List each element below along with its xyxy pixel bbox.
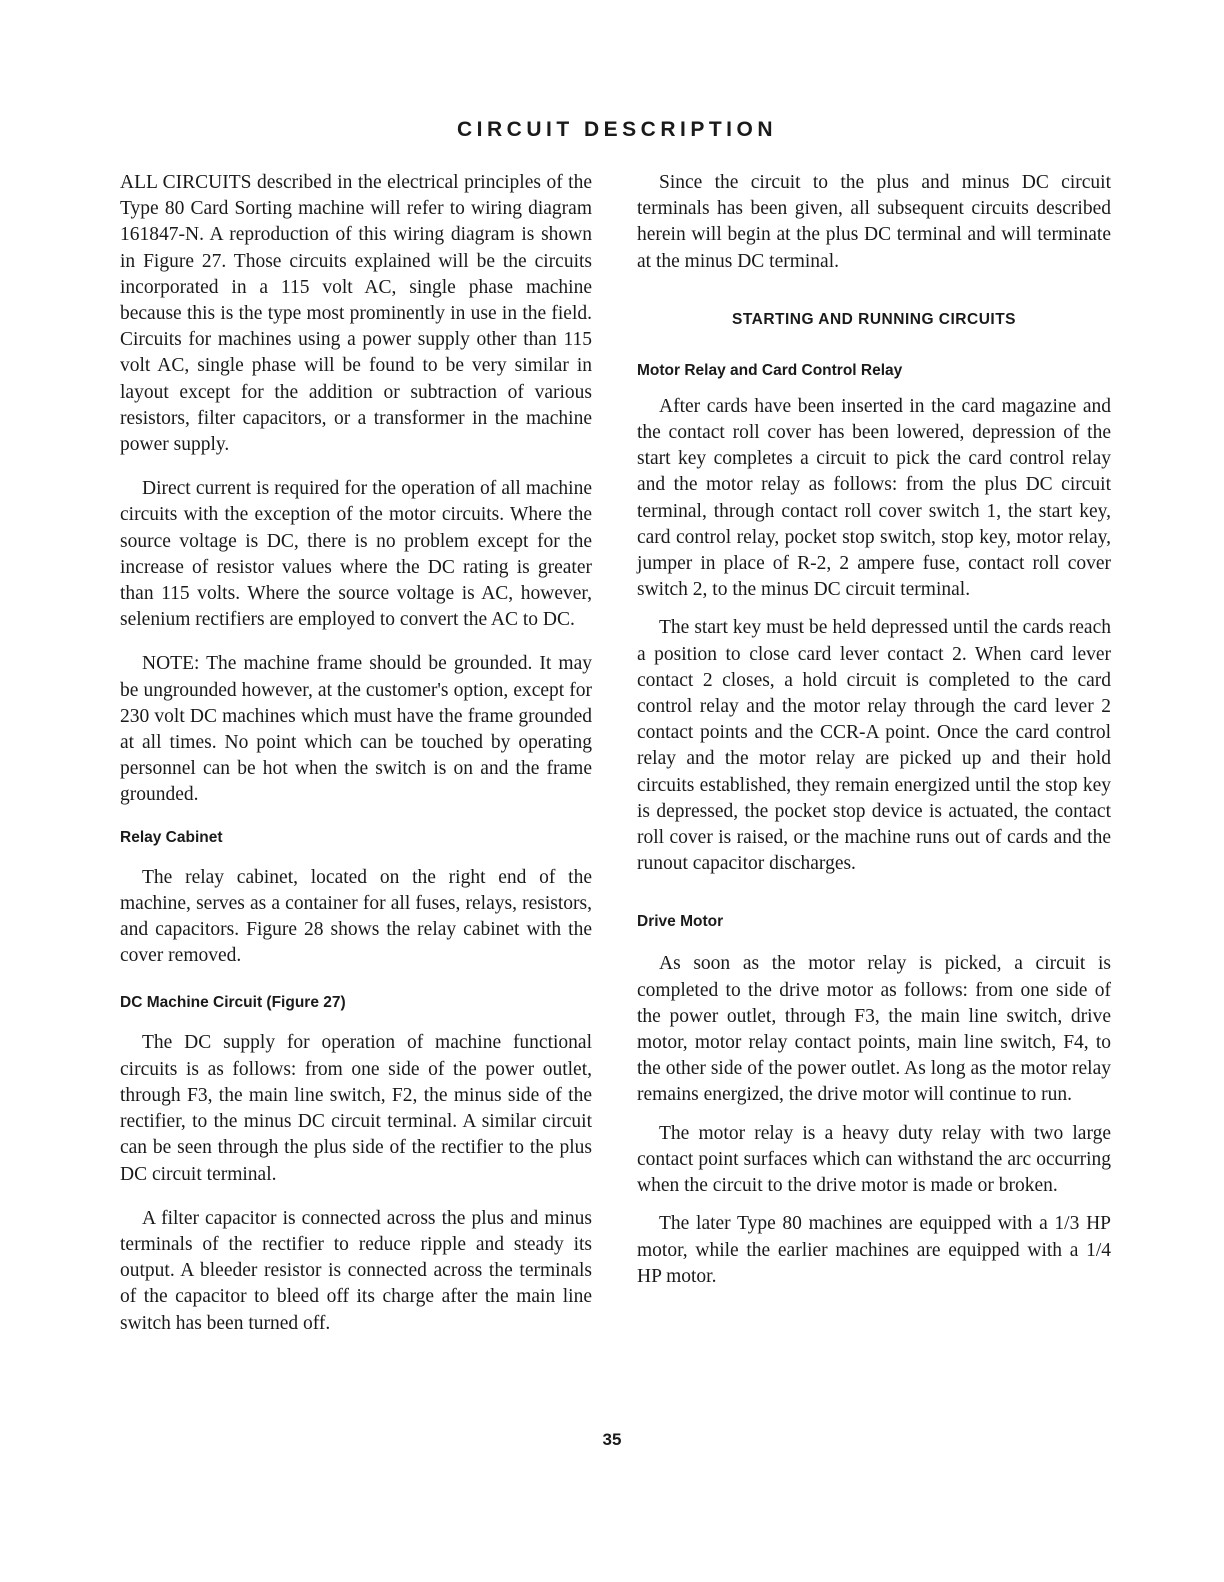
filter-capacitor-paragraph: A filter capacitor is connected across the plus and minus terminals of the rectifier to reduce ripple and steady its output. A bleeder resistor is connected across the terminals of the capacitor to bleed off its charge after the main line switch has been turned off. (120, 1207, 592, 1334)
drive-motor-paragraph-3: The later Type 80 machines are equipped with a 1/3 HP motor, while the earlier machines are equipped with a 1/4 HP motor. (637, 1213, 1111, 1287)
intro-paragraph: ALL CIRCUITS described in the electrical principles of the Type 80 Card Sorting machine will refer to wiring diagram 161847-N. A reproduction of this wiring diagram is shown in Figure 27. Those circuits explained will be the circuits incorporated in a 115 volt AC, single phase machine because this is the type most prominently in use in the field. Circuits for machines using a power supply other than 115 volt AC, single phase will be found to be very similar in layout except for the addition or subtraction of various resistors, filter capacitors, or a transformer in the machine power supply. (120, 172, 592, 456)
relay-cabinet-paragraph: The relay cabinet, located on the right end of the machine, serves as a container for all fuses, relays, resistors, and capacitors. Figure 28 shows the relay cabinet with the cover removed. (120, 866, 592, 967)
page-title: CIRCUIT DESCRIPTION (456, 118, 777, 141)
note-paragraph (120, 651, 592, 808)
direct-current-paragraph: Direct current is required for the operation of all machine circuits with the exception of the motor circuits. Where the source voltage is DC, there is no problem except for the increase of resistor values where the DC rating is greater than 115 volts. Where the source voltage is AC, however, selenium rectifiers are employed to convert the AC to DC. (120, 478, 592, 631)
drive-motor-paragraph-1: As soon as the motor relay is picked, a circuit is completed to the drive motor as follows: from one side of the power outlet, through F3, the main line switch, drive motor, motor relay contact points, main line switch, F4, to the other side of the power outlet. As long as the motor relay remains energized, the drive motor will continue to run. (637, 953, 1111, 1106)
relay-cabinet-heading: Relay Cabinet (120, 828, 223, 846)
page-number: 35 (602, 1430, 622, 1449)
motor-relay-paragraph-2: The start key must be held depressed until the cards reach a position to close card lever contact 2. When card lever contact 2 closes, a hold circuit is completed to the card control relay and the motor relay through the card lever 2 contact points and the CCR-A point. Once the card control relay and the motor relay are picked up and their hold circuits established, they remain energized until the stop key is depressed, the pocket stop device is actuated, the contact roll cover is raised, or the machine runs out of cards and the runout capacitor discharges. (637, 617, 1111, 875)
dc-machine-circuit-paragraph: The DC supply for operation of machine functional circuits is as follows: from one side of the power outlet, through F3, the main line switch, F2, the minus side of the rectifier, to the minus DC circuit terminal. A similar circuit can be seen through the plus side of the rectifier to the plus DC circuit terminal. (120, 1032, 592, 1185)
left-column (120, 170, 592, 1337)
right-column (637, 170, 1111, 1290)
note-text: : The machine frame should be grounded. It may be ungrounded however, at the customer's option, except for 230 volt DC machines which must have the frame grounded at all times. No point which can be touched by operating personnel can be hot when the switch is on and the frame grounded. (120, 653, 592, 806)
motor-relay-heading: Motor Relay and Card Control Relay (637, 361, 903, 379)
dc-machine-circuit-heading: DC Machine Circuit (Figure 27) (120, 994, 346, 1012)
note-label: NOTE (142, 653, 194, 675)
terminals-paragraph: Since the circuit to the plus and minus DC circuit terminals has been given, all subsequent circuits described herein will begin at the plus DC terminal and will terminate at the minus DC terminal. (637, 172, 1111, 272)
drive-motor-heading: Drive Motor (637, 913, 724, 931)
motor-relay-paragraph-1: After cards have been inserted in the card magazine and the contact roll cover has been lowered, depression of the start key completes a circuit to pick the card control relay and the motor relay as follows: from the plus DC circuit terminal, through contact roll cover switch 1, the start key, card control relay, pocket stop switch, stop key, motor relay, jumper in place of R-2, 2 ampere fuse, contact roll cover switch 2, to the minus DC circuit terminal. (637, 395, 1111, 601)
drive-motor-paragraph-2: The motor relay is a heavy duty relay with two large contact point surfaces which can withstand the arc occurring when the circuit to the drive motor is made or broken. (637, 1122, 1111, 1197)
starting-running-heading: STARTING AND RUNNING CIRCUITS (731, 310, 1017, 328)
